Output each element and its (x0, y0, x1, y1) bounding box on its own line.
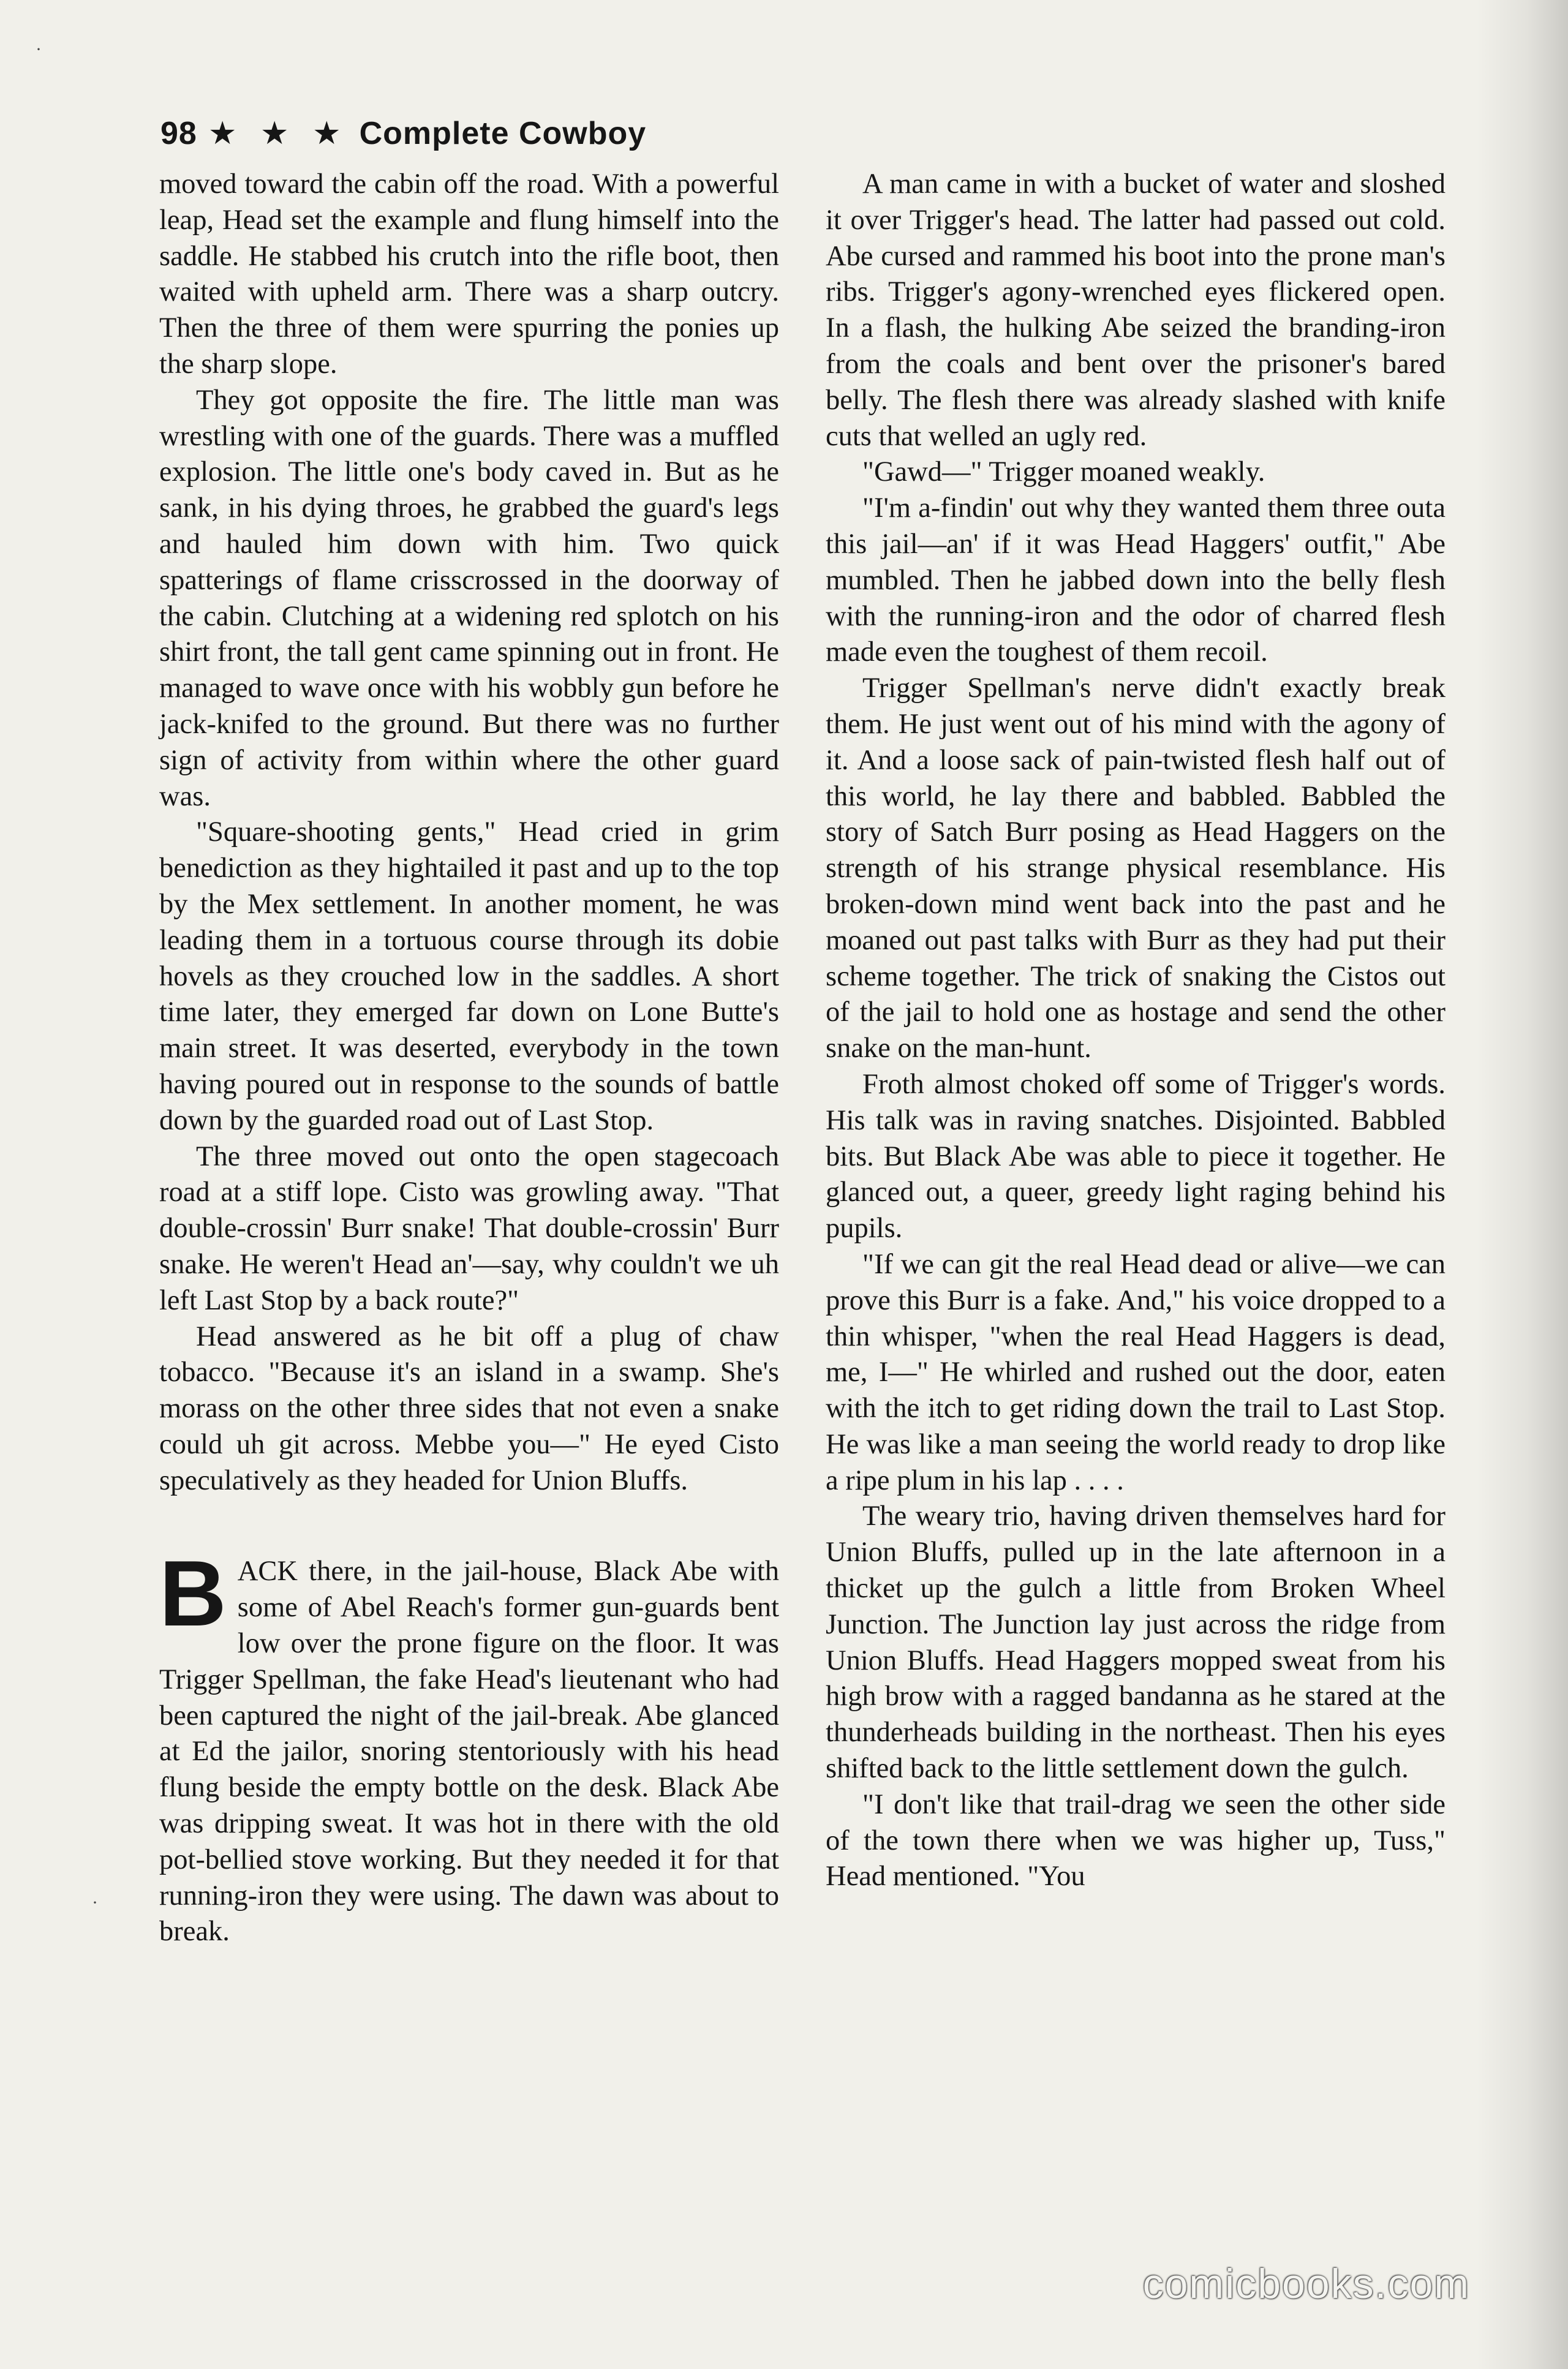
magazine-title: Complete Cowboy (359, 116, 647, 151)
paragraph: "I'm a-findin' out why they wanted them three outa this jail—an' if it was Head Haggers' outfit," Abe mumbled. Then he jabbed down into the belly flesh with the running-iron and the odor of charred flesh made even the toughest of them recoil. (826, 492, 1446, 668)
page-number: 98 (160, 116, 197, 151)
paragraph: The three moved out onto the open stagecoach road at a stiff lope. Cisto was growling away. "That double-crossin' Burr snake! That double-crossin' Burr snake. He weren't Head an'—say, why couldn't we uh left Last Stop by a back route?" (159, 1140, 779, 1316)
paragraph: A man came in with a bucket of water and sloshed it over Trigger's head. The latter had passed out cold. Abe cursed and rammed his boot into the prone man's ribs. Trigger's agony-wrenched eyes flickered open. In a flash, the hulking Abe seized the branding-iron from the coals and bent over the prisoner's bared belly. The flesh there was already slashed with knife cuts that welled an ugly red. (826, 168, 1446, 452)
paragraph: "Gawd—" Trigger moaned weakly. (862, 456, 1265, 488)
source-watermark: comicbooks.com (1142, 2261, 1470, 2307)
section-text: ACK there, in the jail-house, Black Abe with some of Abel Reach's former gun-guards bent low over the prone figure on the floor. It was Trigger Spellman, the fake Head's lieutenant who had been captured the night of the jail-break. Abe glanced at Ed the jailor, snoring stentoriously with his head flung beside the empty bottle on the desk. Black Abe was dripping sweat. It was hot in there with the old pot-bellied stove working. But they needed it for that running-iron they were using. The dawn was about to break. (159, 1556, 779, 1948)
paragraph: Froth almost choked off some of Trigger's words. His talk was in raving snatches. Disjointed. Babbled bits. But Black Abe was able to piece it together. He glanced out, a queer, greedy light raging behind his pupils. (826, 1068, 1446, 1245)
left-column (159, 167, 779, 1950)
page-edge-shadow (1476, 0, 1568, 2369)
paragraph: moved toward the cabin off the road. With a powerful leap, Head set the example and flung himself into the saddle. He stabbed his crutch into the rifle boot, then waited with upheld arm. There was a sharp outcry. Then the three of them were spurring the ponies up the sharp slope. (159, 168, 779, 380)
paragraph: The weary trio, having driven themselves hard for Union Bluffs, pulled up in the late afternoon in a thicket up the gulch a little from Broken Wheel Junction. The Junction lay just across the ridge from Union Bluffs. Head Haggers mopped sweat from his high brow with a ragged bandanna as he stared at the thunderheads building in the northeast. Then his eyes shifted back to the little settlement down the gulch. (826, 1501, 1446, 1785)
scan-speck: · (36, 39, 42, 59)
section-paragraph (159, 1542, 779, 1950)
paragraph: Head answered as he bit off a plug of chaw tobacco. "Because it's an island in a swamp. She's morass on the other three sides that not even a snake could uh git across. Mebbe you—" He eyed Cisto speculatively as they headed for Union Bluffs. (159, 1320, 779, 1496)
paragraph: "I don't like that trail-drag we seen the other side of the town there when we was higher up, Tuss," Head mentioned. "You (826, 1788, 1446, 1893)
star-icons: ★ ★ ★ (208, 116, 349, 151)
paragraph: "If we can git the real Head dead or alive—we can prove this Burr is a fake. And," his voice dropped to a thin whisper, "when the real Head Haggers is dead, me, I—" He whirled and rushed out the door, eaten with the itch to get riding down the trail to Last Stop. He was like a man seeing the world ready to drop like a ripe plum in his lap . . . . (826, 1248, 1446, 1496)
paragraph: They got opposite the fire. The little man was wrestling with one of the guards. There was a muffled explosion. The little one's body caved in. But as he sank, in his dying throes, he grabbed the guard's legs and hauled him down with him. Two quick spatterings of flame crisscrossed in the doorway of the cabin. Clutching at a widening red splotch on his shirt front, the tall gent came spinning out in front. He managed to wave once with his wobbly gun before he jack-knifed to the ground. But there was no further sign of activity from within where the other guard was. (159, 384, 779, 812)
drop-cap: B (159, 1542, 227, 1646)
right-column (826, 167, 1446, 1895)
paragraph: Trigger Spellman's nerve didn't exactly break them. He just went out of his mind with the agony of it. And a loose sack of pain-twisted flesh half out of this world, he lay there and babbled. Babbled the story of Satch Burr posing as Head Haggers on the strength of his strange physical resemblance. His broken-down mind went back into the past and he moaned out past talks with Burr as they had put their scheme together. The trick of snaking the Cistos out of the jail to hold one as hostage and send the other snake on the man-hunt. (826, 672, 1446, 1064)
scan-speck: · (92, 1893, 98, 1913)
paragraph: "Square-shooting gents," Head cried in grim benediction as they hightailed it past and up to the top by the Mex settlement. In another moment, he was leading them in a tortuous course through its dobie hovels as they crouched low in the saddles. A short time later, they emerged far down on Lone Butte's main street. It was deserted, everybody in the town having poured out in response to the sounds of battle down by the guarded road out of Last Stop. (159, 816, 779, 1136)
page-header (160, 115, 646, 152)
